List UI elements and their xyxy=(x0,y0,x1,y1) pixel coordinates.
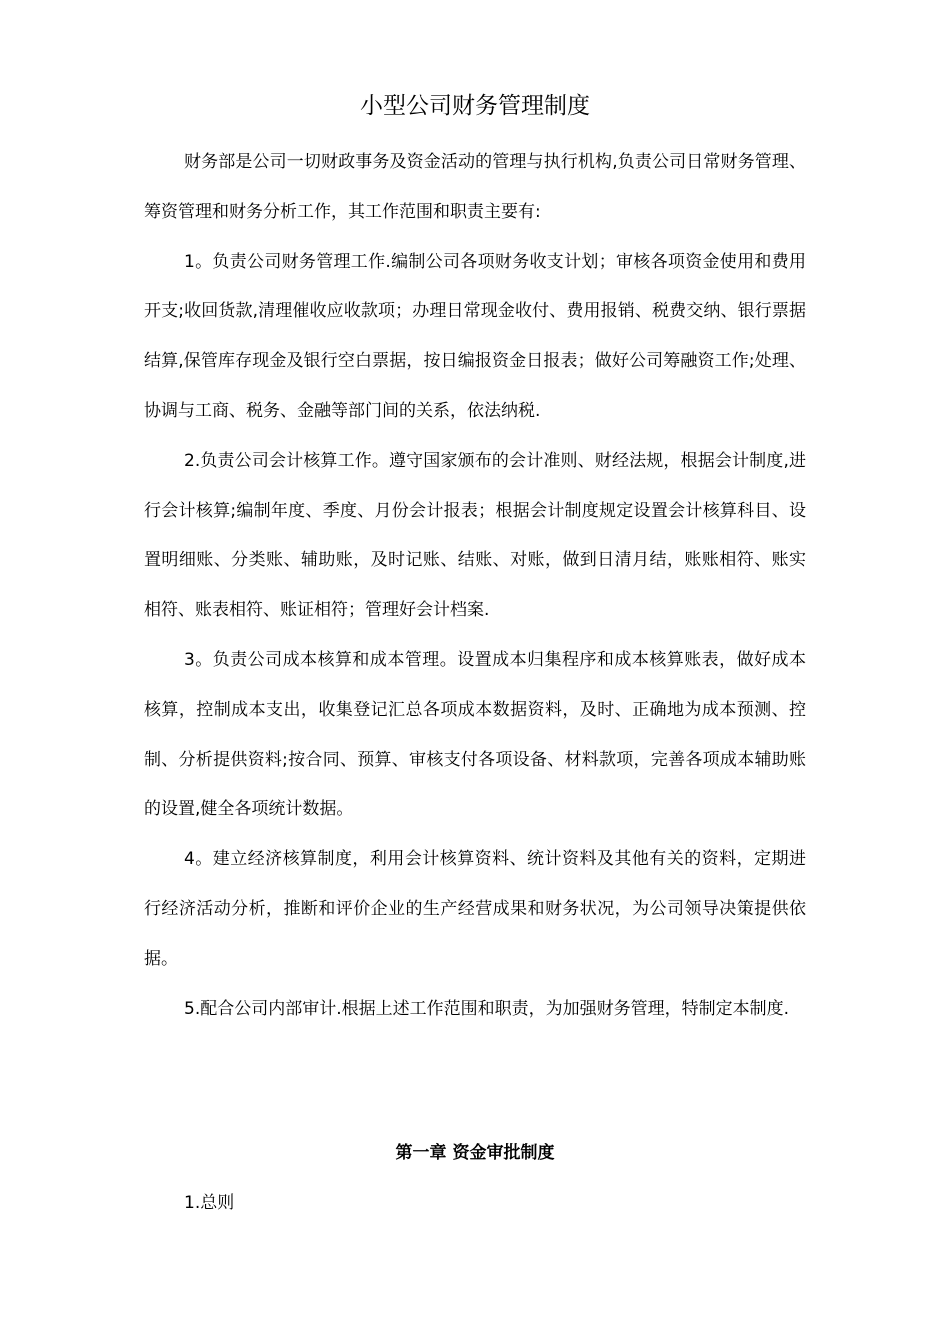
subsection-heading: 1.总则 xyxy=(184,1193,235,1213)
paragraph-item-1: 1。负责公司财务管理工作.编制公司各项财务收支计划；审核各项资金使用和费用开支;收回货款,清理催收应收款项；办理日常现金收付、费用报销、税费交纳、银行票据结算,保管库存现金及银行空白票据，按日编报资金日报表；做好公司筹融资工作;处理、协调与工商、税务、金融等部门间的关系，依法纳税. xyxy=(144,251,806,421)
paragraph-item-3: 3。负责公司成本核算和成本管理。设置成本归集程序和成本核算账表，做好成本核算，控制成本支出，收集登记汇总各项成本数据资料，及时、正确地为成本预测、控制、分析提供资料;按合同、预算、审核支付各项设备、材料款项，完善各项成本辅助账的设置,健全各项统计数据。 xyxy=(144,649,806,820)
document-body xyxy=(144,138,806,1034)
paragraph-item-5: 5.配合公司内部审计.根据上述工作范围和职责，为加强财务管理，特制定本制度. xyxy=(184,998,790,1019)
document-title: 小型公司财务管理制度 xyxy=(360,93,590,119)
paragraph-item-2: 2.负责公司会计核算工作。遵守国家颁布的会计准则、财经法规，根据会计制度,进行会计核算;编制年度、季度、月份会计报表；根据会计制度规定设置会计核算科目、设置明细账、分类账、辅助账，及时记账、结账、对账，做到日清月结，账账相符、账实相符、账表相符、账证相符；管理好会计档案. xyxy=(144,450,806,621)
chapter-heading: 第一章 资金审批制度 xyxy=(395,1143,555,1163)
paragraph-intro: 财务部是公司一切财政事务及资金活动的管理与执行机构,负责公司日常财务管理、筹资管理和财务分析工作，其工作范围和职责主要有: xyxy=(144,152,806,222)
paragraph-item-4: 4。建立经济核算制度，利用会计核算资料、统计资料及其他有关的资料，定期进行经济活动分析，推断和评价企业的生产经营成果和财务状况，为公司领导决策提供依据。 xyxy=(144,849,806,969)
